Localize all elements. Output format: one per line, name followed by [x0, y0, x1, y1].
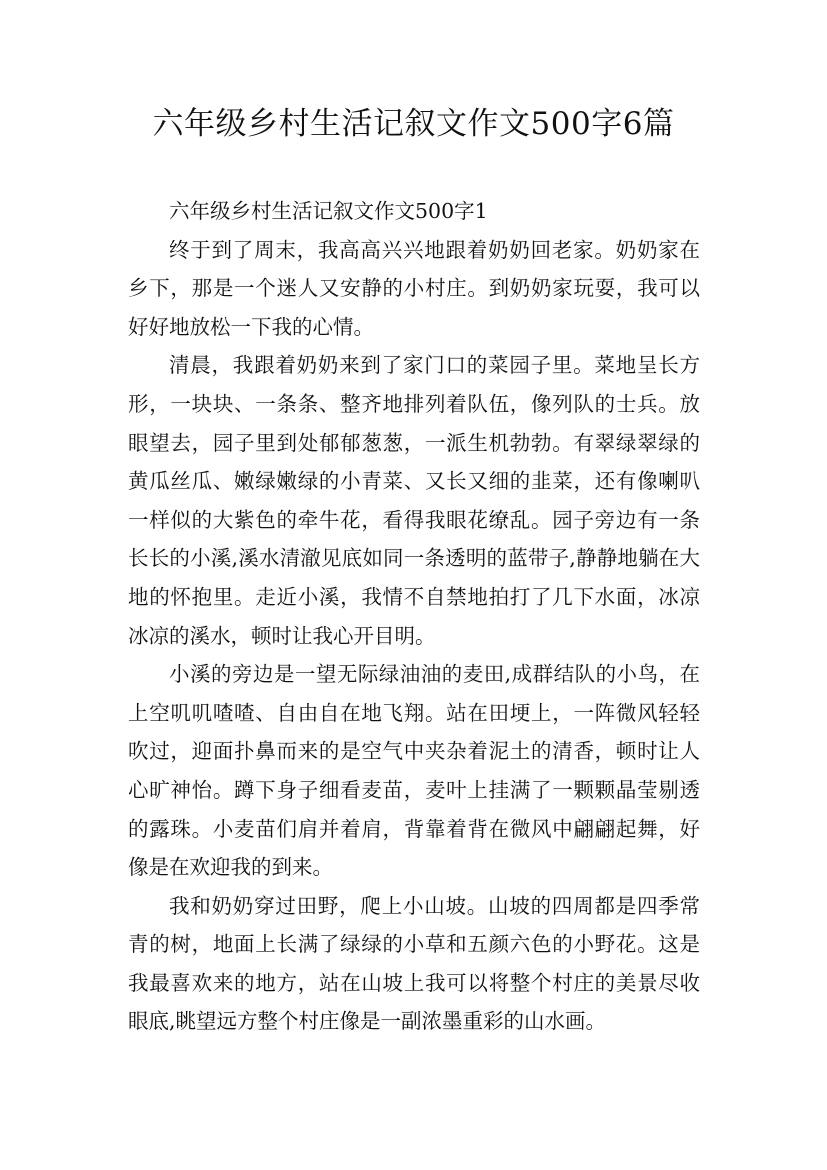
paragraph-3: 小溪的旁边是一望无际绿油油的麦田,成群结队的小鸟，在上空叽叽喳喳、自由自在地飞翔。站在田埂上，一阵微风轻轻吹过，迎面扑鼻而来的是空气中夹杂着泥土的清香，顿时让人心旷神怡。蹲下身子细看麦苗，麦叶上挂满了一颗颗晶莹剔透的露珠。小麦苗们肩并着肩，背靠着背在微风中翩翩起舞，好像是在欢迎我的到来。 [128, 662, 700, 880]
document-title: 六年级乡村生活记叙文作文500字6篇 [152, 106, 675, 142]
section-heading: 六年级乡村生活记叙文作文500字1 [169, 199, 488, 223]
paragraph-4: 我和奶奶穿过田野，爬上小山坡。山坡的四周都是四季常青的树，地面上长满了绿绿的小草和五颜六色的小野花。这是我最喜欢来的地方，站在山坡上我可以将整个村庄的美景尽收眼底,眺望远方整个村庄像是一副浓墨重彩的山水画。 [128, 893, 700, 1034]
paragraph-1: 终于到了周末，我高高兴兴地跟着奶奶回老家。奶奶家在乡下，那是一个迷人又安静的小村庄。到奶奶家玩耍，我可以好好地放松一下我的心情。 [128, 237, 700, 339]
document-body [128, 192, 700, 1041]
paragraph-2: 清晨，我跟着奶奶来到了家门口的菜园子里。菜地呈长方形，一块块、一条条、整齐地排列着队伍，像列队的士兵。放眼望去，园子里到处郁郁葱葱，一派生机勃勃。有翠绿翠绿的黄瓜丝瓜、嫩绿嫩绿的小青菜、又长又细的韭菜，还有像喇叭一样似的大紫色的牵牛花，看得我眼花缭乱。园子旁边有一条长长的小溪,溪水清澈见底如同一条透明的蓝带子,静静地躺在大地的怀抱里。走近小溪，我情不自禁地拍打了几下水面，冰凉冰凉的溪水，顿时让我心开目明。 [128, 353, 700, 648]
